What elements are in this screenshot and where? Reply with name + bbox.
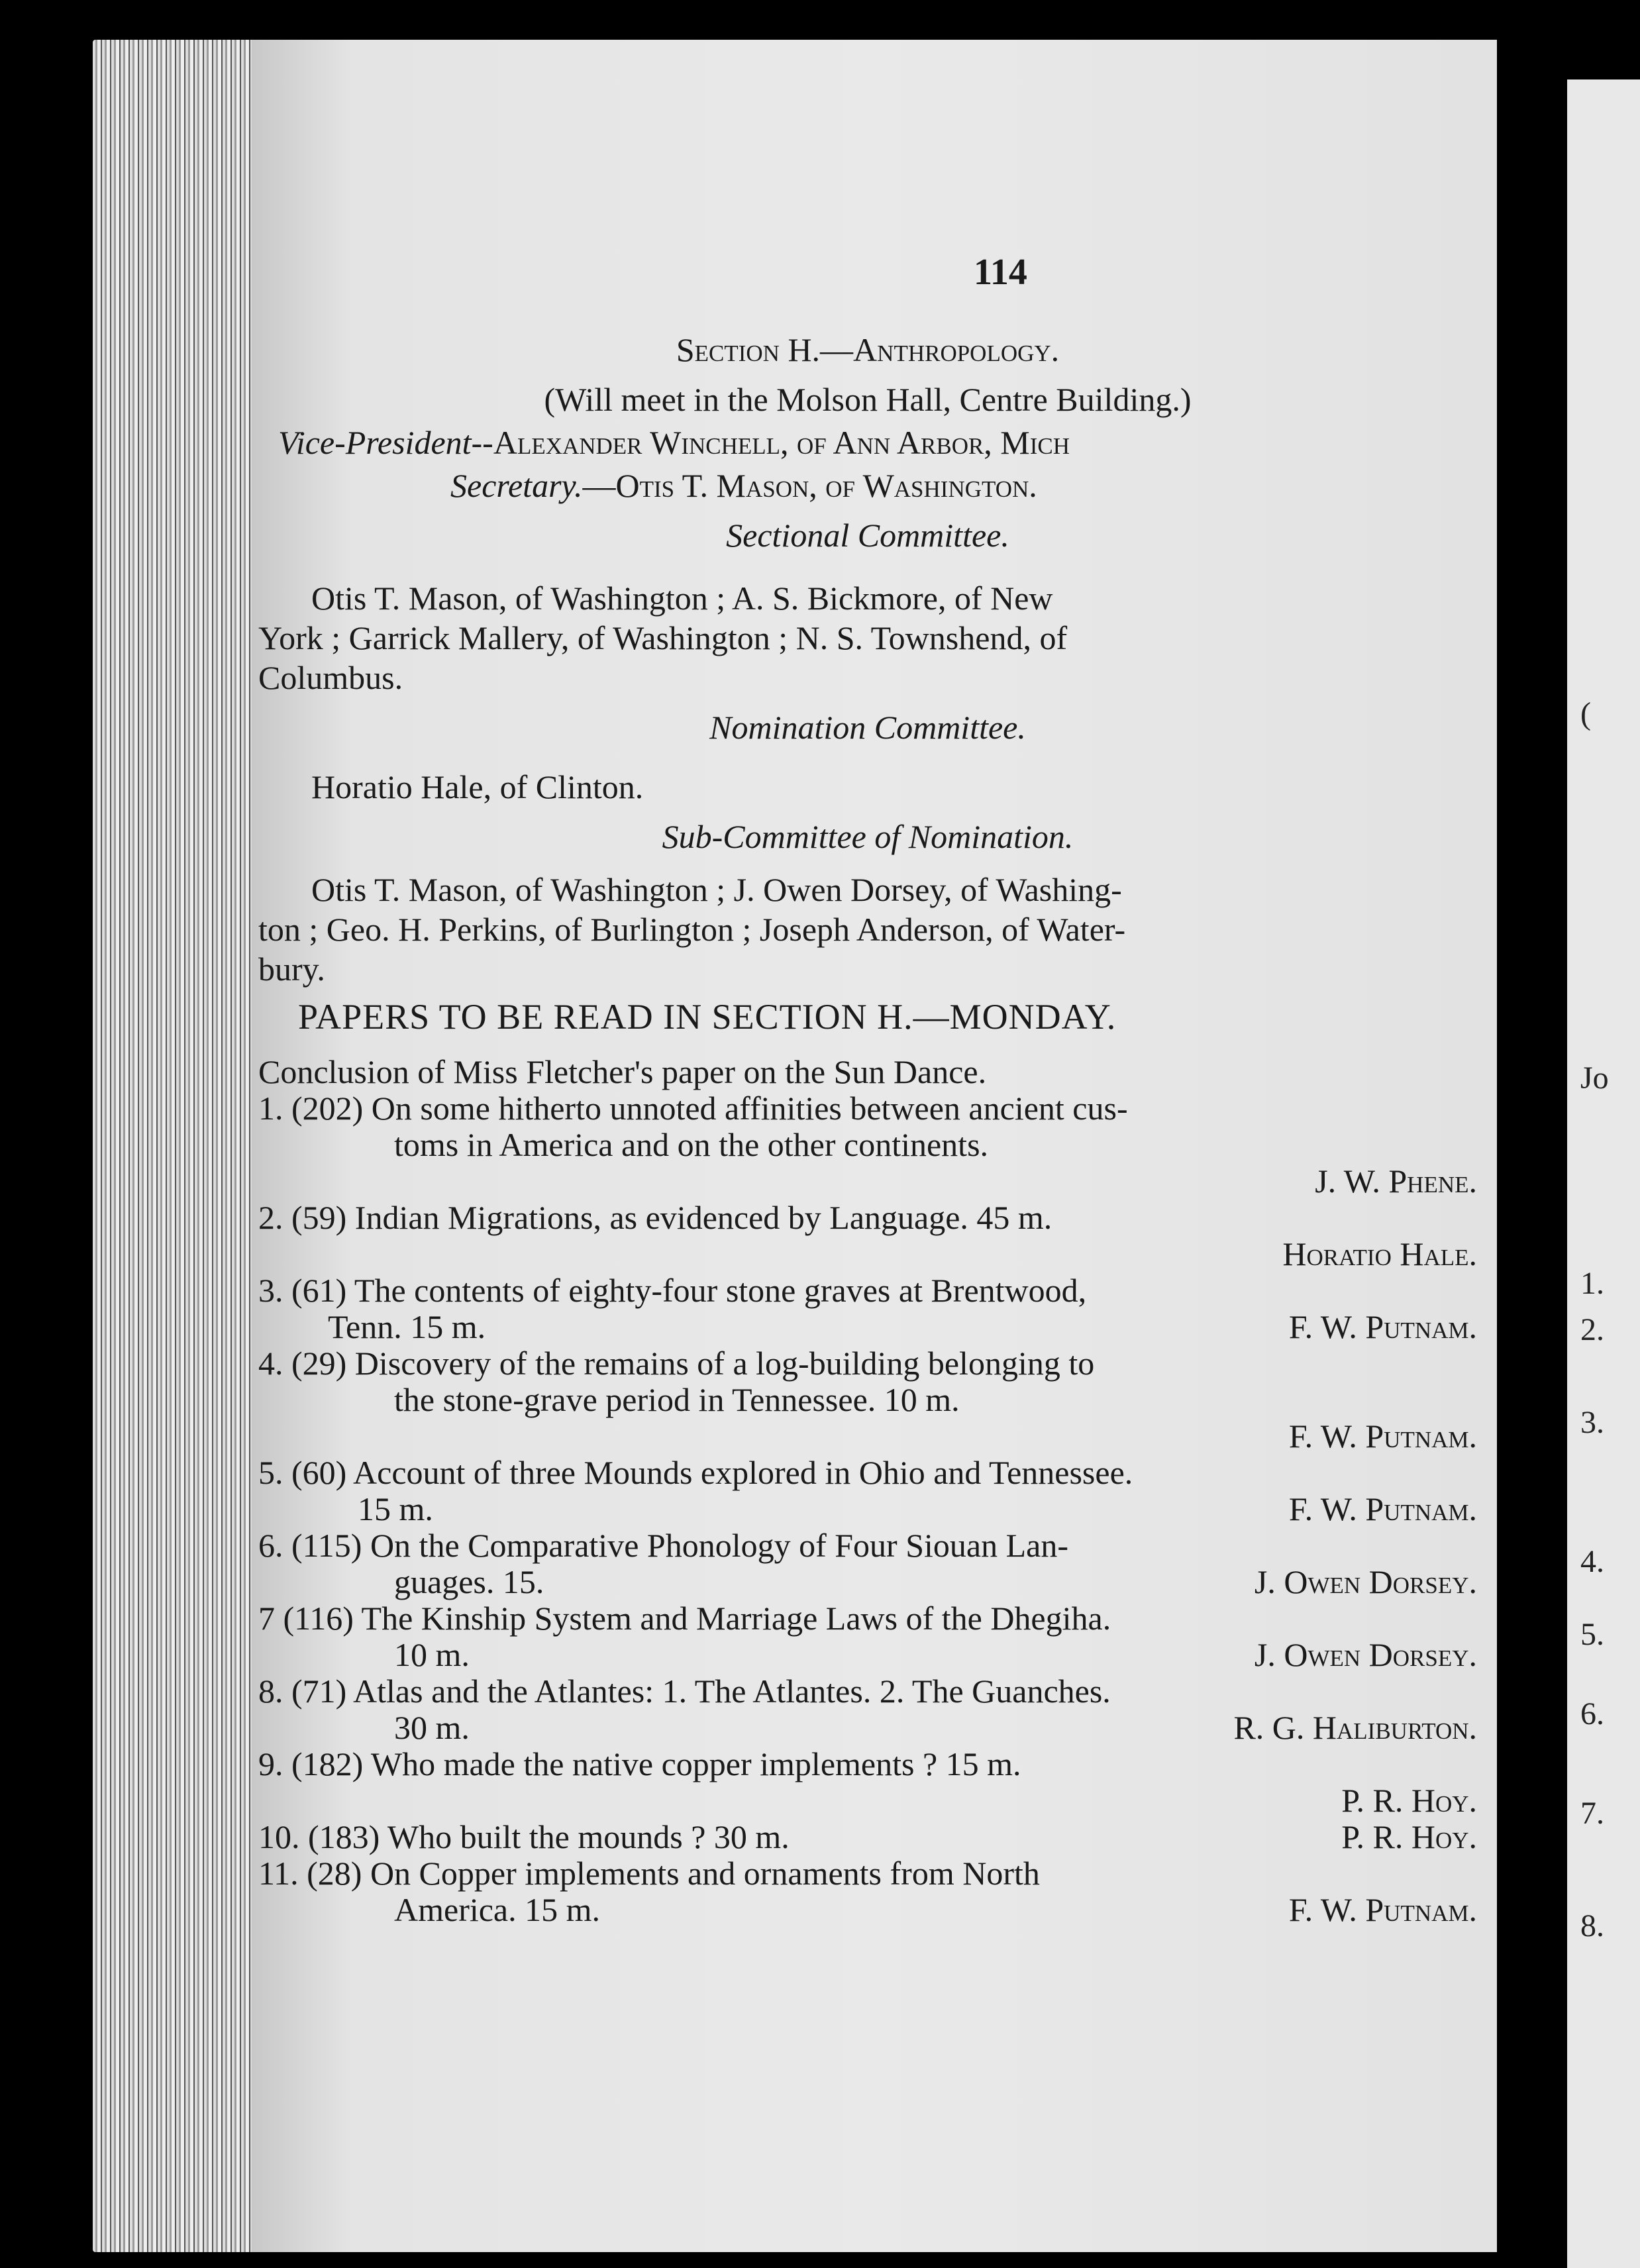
sub-committee-line: bury.: [258, 951, 325, 988]
paper-5-author: F. W. Putnam.: [1288, 1490, 1477, 1527]
sectional-committee-line: York ; Garrick Mallery, of Washington ; N. S. Townshend, of: [258, 619, 1068, 656]
papers-heading: PAPERS TO BE READ IN SECTION H.—MONDAY.: [298, 997, 1117, 1037]
vice-president-line: [278, 424, 1070, 461]
paper-4-author: F. W. Putnam.: [1288, 1418, 1477, 1455]
sectional-committee-line: Columbus.: [258, 659, 403, 696]
papers-intro: Conclusion of Miss Fletcher's paper on the Sun Dance.: [258, 1053, 987, 1090]
paper-4-line1: 4. (29) Discovery of the remains of a log-building belonging to: [258, 1345, 1095, 1382]
sub-committee-line: Otis T. Mason, of Washington ; J. Owen Dorsey, of Washing-: [311, 871, 1122, 908]
paper-7-line1: 7 (116) The Kinship System and Marriage Laws of the Dhegiha.: [258, 1600, 1111, 1637]
paper-5-line2: 15 m.: [358, 1490, 433, 1527]
paper-8-author: R. G. Haliburton.: [1233, 1709, 1477, 1746]
fragment-text: 4.: [1580, 1544, 1604, 1579]
paper-4-line2: the stone-grave period in Tennessee. 10 m.: [394, 1381, 960, 1418]
vice-president-label: Vice-President: [278, 424, 472, 461]
paper-6-line2: guages. 15.: [394, 1563, 544, 1600]
paper-10-author: P. R. Hoy.: [1341, 1818, 1477, 1855]
paper-1-line1: 1. (202) On some hitherto unnoted affinities between ancient cus-: [258, 1090, 1128, 1127]
secretary-line: [450, 467, 1037, 504]
paper-1-author: J. W. Phene.: [1315, 1162, 1477, 1200]
nomination-committee-heading: Nomination Committee.: [709, 709, 1026, 746]
paper-8-line1: 8. (71) Atlas and the Atlantes: 1. The Atlantes. 2. The Guanches.: [258, 1673, 1111, 1710]
page-number: 114: [974, 252, 1027, 293]
paper-11-line2: America. 15 m.: [394, 1891, 601, 1928]
paper-7-line2: 10 m.: [394, 1636, 470, 1673]
secretary-label: Secretary.: [450, 467, 583, 504]
paper-3-line2: Tenn. 15 m.: [328, 1308, 486, 1345]
fragment-text: (: [1580, 696, 1591, 731]
paper-7-author: J. Owen Dorsey.: [1254, 1636, 1477, 1673]
paper-8-line2: 30 m.: [394, 1709, 470, 1746]
fragment-text: 1.: [1580, 1266, 1604, 1301]
secretary-value: —Otis T. Mason, of Washington.: [582, 467, 1037, 504]
fragment-text: 7.: [1580, 1796, 1604, 1831]
paper-9-author: P. R. Hoy.: [1341, 1782, 1477, 1819]
paper-11-line1: 11. (28) On Copper implements and ornaments from North: [258, 1855, 1040, 1892]
fragment-text: 8.: [1580, 1908, 1604, 1943]
fragment-text: 3.: [1580, 1405, 1604, 1440]
adjacent-page-fragment: [1567, 79, 1640, 2268]
sectional-committee-heading: Sectional Committee.: [726, 517, 1009, 554]
fragment-text: 2.: [1580, 1312, 1604, 1347]
paper-1-line2: toms in America and on the other continents.: [394, 1126, 989, 1163]
section-title: Section H.—Anthropology.: [676, 331, 1060, 368]
meeting-place: (Will meet in the Molson Hall, Centre Building.): [544, 381, 1192, 418]
vice-president-value: --Alexander Winchell, of Ann Arbor, Mich: [471, 424, 1070, 461]
nomination-committee-text: Horatio Hale, of Clinton.: [311, 768, 644, 805]
paper-2-author: Horatio Hale.: [1282, 1235, 1477, 1272]
paper-3-author: F. W. Putnam.: [1288, 1308, 1477, 1345]
paper-11-author: F. W. Putnam.: [1288, 1891, 1477, 1928]
paper-6-line1: 6. (115) On the Comparative Phonology of Four Siouan Lan-: [258, 1527, 1068, 1564]
paper-10-line1: 10. (183) Who built the mounds ? 30 m.: [258, 1818, 790, 1855]
paper-2-line1: 2. (59) Indian Migrations, as evidenced by Language. 45 m.: [258, 1199, 1052, 1236]
sub-committee-line: ton ; Geo. H. Perkins, of Burlington ; Joseph Anderson, of Water-: [258, 911, 1126, 948]
fragment-text: 6.: [1580, 1696, 1604, 1731]
fragment-text: 5.: [1580, 1617, 1604, 1652]
sub-committee-heading: Sub-Committee of Nomination.: [662, 818, 1074, 855]
paper-9-line1: 9. (182) Who made the native copper implements ? 15 m.: [258, 1745, 1021, 1782]
sectional-committee-line: Otis T. Mason, of Washington ; A. S. Bickmore, of New: [311, 580, 1053, 617]
fragment-text: Jo: [1580, 1060, 1609, 1096]
paper-6-author: J. Owen Dorsey.: [1254, 1563, 1477, 1600]
paper-3-line1: 3. (61) The contents of eighty-four stone graves at Brentwood,: [258, 1272, 1087, 1309]
paper-5-line1: 5. (60) Account of three Mounds explored in Ohio and Tennessee.: [258, 1454, 1133, 1491]
